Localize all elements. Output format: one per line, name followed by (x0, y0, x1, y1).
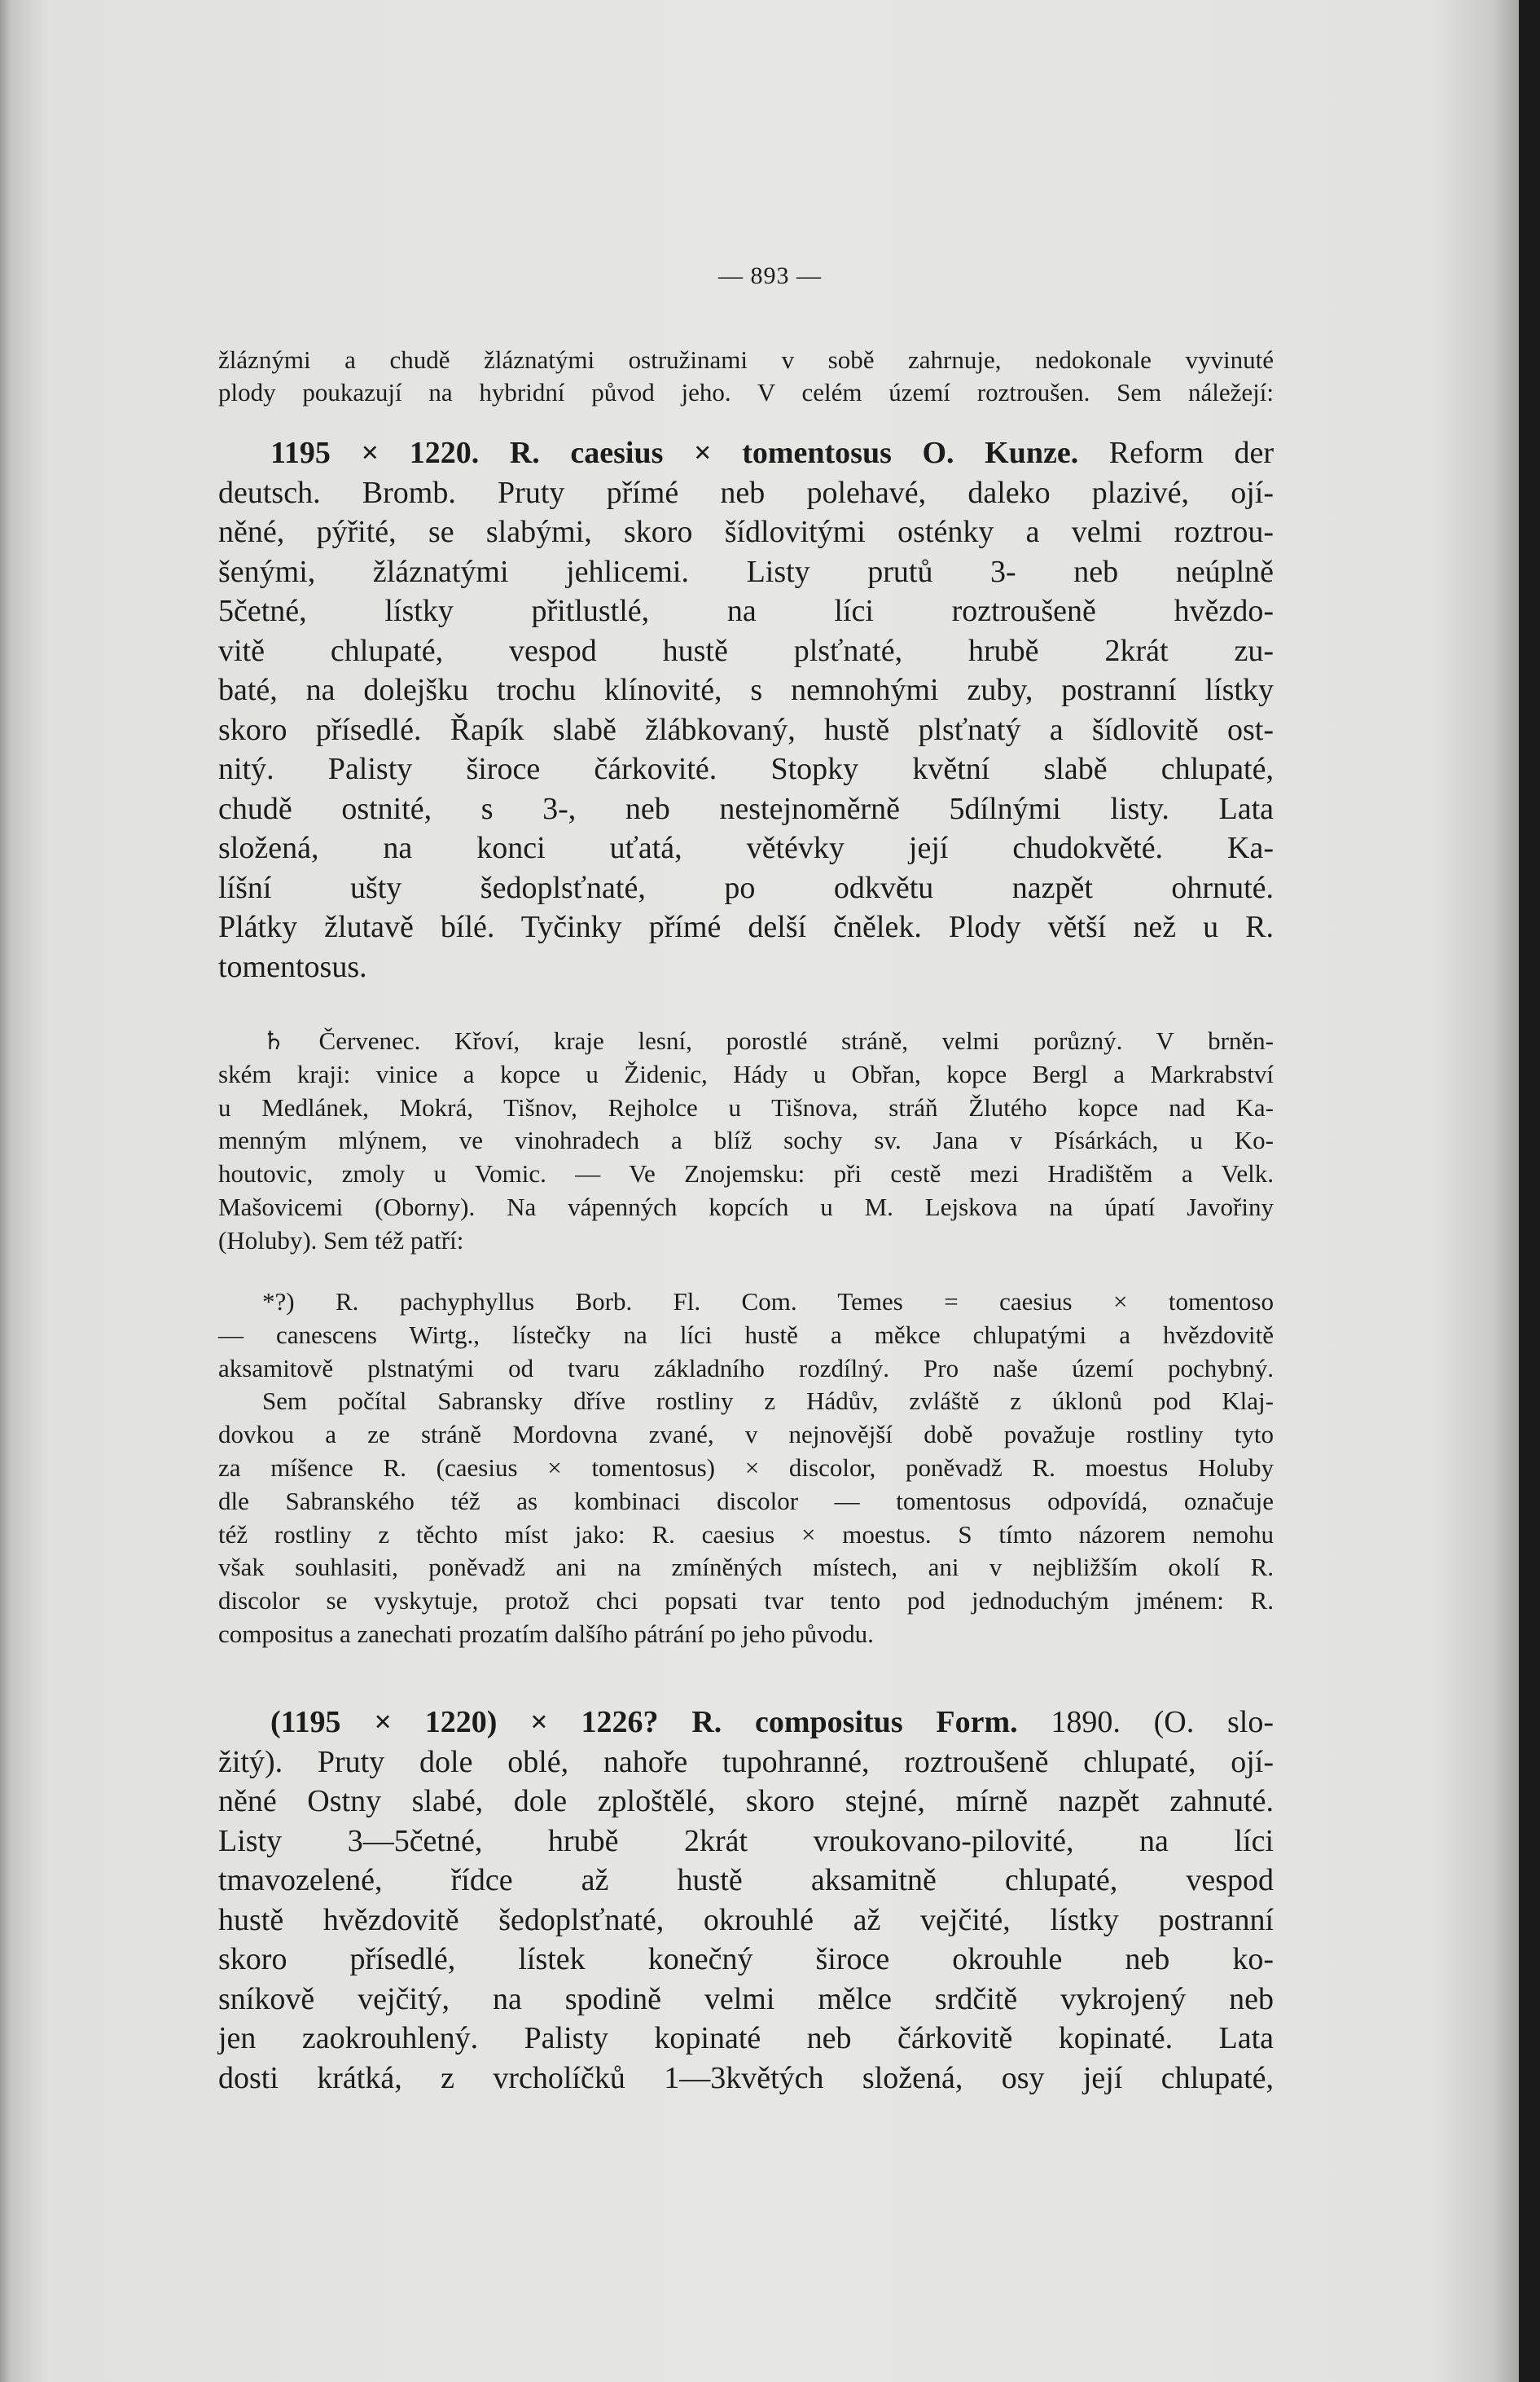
text-line: žitý). Pruty dole oblé, nahoře tupohranné, roztroušeně chlupaté, ojí- (218, 1744, 1274, 1779)
text-line: šenými, žláznatými jehlicemi. Listy prutů 3- neb neúplně (218, 554, 1274, 589)
entry-heading: (1195 × 1220) × 1226? R. compositus Form. (270, 1705, 1018, 1739)
page-number: — 893 — (718, 262, 822, 289)
text-line: (Holuby). Sem též patří: (218, 1225, 464, 1255)
text-line: u Medlánek, Mokrá, Tišnov, Rejholce u Tišnova, stráň Žlutého kopce nad Ka- (218, 1092, 1274, 1122)
text-line: skoro přísedlé. Řapík slabě žlábkovaný, hustě plsťnatý a šídlovitě ost- (218, 712, 1274, 747)
text-line: Plátky žlutavě bílé. Tyčinky přímé delší čnělek. Plody větší než u R. (218, 910, 1274, 944)
text-line: vitě chlupaté, vespod hustě plsťnaté, hrubě 2krát zu- (218, 633, 1274, 668)
entry-heading-rest: Reform der (1078, 436, 1274, 470)
text-line: houtovic, zmoly u Vomic. — Ve Znojemsku: při cestě mezi Hradištěm a Velk. (218, 1159, 1274, 1189)
text-line: něné Ostny slabé, dole zploštělé, skoro stejné, mírně nazpět zahnuté. (218, 1784, 1274, 1818)
text-line: něné, pýřité, se slabými, skoro šídlovitými osténky a velmi roztrou- (218, 515, 1274, 549)
text-line: nitý. Palisty široce čárkovité. Stopky květní slabě chlupaté, (218, 752, 1274, 786)
text-line: žláznými a chudě žláznatými ostružinami v sobě zahrnuje, nedokonale vyvinuté (218, 345, 1274, 374)
text-line: líšní ušty šedoplsťnaté, po odkvětu nazpět ohrnuté. (218, 870, 1274, 905)
species-entry-caesius-tomentosus (218, 433, 1274, 987)
entry-heading-line (218, 1703, 1274, 1743)
text-line: jen zaokrouhlený. Palisty kopinaté neb čárkovitě kopinaté. Lata (218, 2021, 1274, 2055)
text-line: chudě ostnité, s 3-, neb nestejnoměrně 5dílnými listy. Lata (218, 791, 1274, 826)
text-line: compositus a zanechati prozatím dalšího pátrání po jeho původu. (218, 1619, 874, 1648)
text-line: deutsch. Bromb. Pruty přímé neb polehavé, daleko plazivé, ojí- (218, 475, 1274, 510)
text-line: ském kraji: vinice a kopce u Židenic, Hády u Obřan, kopce Bergl a Markrabství (218, 1059, 1274, 1088)
text-line: aksamitově plstnatými od tvaru základního rozdílný. Pro naše území pochybný. (218, 1353, 1274, 1382)
text-line: též rostliny z těchto míst jako: R. caesius × moestus. S tímto názorem nemohu (218, 1519, 1274, 1549)
locality-notes (218, 1025, 1274, 1258)
text-line: sníkově vejčitý, na spodině velmi mělce srdčitě vykrojený neb (218, 1981, 1274, 2016)
text-line: ♄ Červenec. Křoví, kraje lesní, porostlé stráně, velmi porůzný. V brněn- (262, 1026, 1274, 1055)
text-line: plody poukazují na hybridní původ jeho. V celém území roztroušen. Sem náležejí: (218, 378, 1274, 407)
text-line: hustě hvězdovitě šedoplsťnaté, okrouhlé až vejčité, lístky postranní (218, 1902, 1274, 1937)
text-line: složená, na konci uťatá, větévky její chudokvěté. Ka- (218, 831, 1274, 865)
text-line: Mašovicemi (Oborny). Na vápenných kopcích u M. Lejskova na úpatí Javořiny (218, 1192, 1274, 1221)
text-line: baté, na dolejšku trochu klínovité, s nemnohými zuby, postranní lístky (218, 673, 1274, 707)
text-line: skoro přísedlé, lístek konečný široce okrouhle neb ko- (218, 1942, 1274, 1976)
text-line: 5četné, lístky přitlustlé, na líci roztroušeně hvězdo- (218, 594, 1274, 628)
text-line: dle Sabranského též as kombinaci discolor — tomentosus odpovídá, označuje (218, 1486, 1274, 1515)
text-line: tomentosus. (218, 949, 367, 984)
text-line: — canescens Wirtg., lístečky na líci hustě a měkce chlupatými a hvězdovitě (218, 1320, 1274, 1349)
page-edge-shadow (1519, 0, 1540, 2382)
text-line: za míšence R. (caesius × tomentosus) × discolor, poněvadž R. moestus Holuby (218, 1452, 1274, 1482)
text-line: tmavozelené, řídce až hustě aksamitně chlupaté, vespod (218, 1863, 1274, 1897)
text-line: discolor se vyskytuje, protož chci popsati tvar tento pod jednoduchým jménem: R. (218, 1586, 1274, 1615)
text-line: však souhlasiti, poněvadž ani na zmíněných místech, ani v nejbližším okolí R. (218, 1553, 1274, 1582)
entry-heading: 1195 × 1220. R. caesius × tomentosus O. Kunze. (270, 436, 1079, 470)
pachyphyllus-note (218, 1285, 1274, 1651)
entry-heading-line (218, 433, 1274, 473)
text-line: dosti krátká, z vrcholíčků 1—3květých složená, osy její chlupaté, (218, 2060, 1274, 2095)
text-line: Listy 3—5četné, hrubě 2krát vroukovano-pilovité, na líci (218, 1823, 1274, 1858)
text-line: *?) R. pachyphyllus Borb. Fl. Com. Temes = caesius × tomentoso (262, 1287, 1274, 1316)
text-line: dovkou a ze stráně Mordovna zvané, v nejnovější době považuje rostliny tyto (218, 1420, 1274, 1449)
text-line: menným mlýnem, ve vinohradech a blíž sochy sv. Jana v Písárkách, u Ko- (218, 1126, 1274, 1155)
intro-paragraph (218, 344, 1274, 409)
entry-heading-rest: 1890. (O. slo- (1017, 1705, 1274, 1739)
text-line: Sem počítal Sabransky dříve rostliny z Hádův, zvláště z úklonů pod Klaj- (262, 1387, 1274, 1416)
species-entry-compositus (218, 1703, 1274, 2098)
